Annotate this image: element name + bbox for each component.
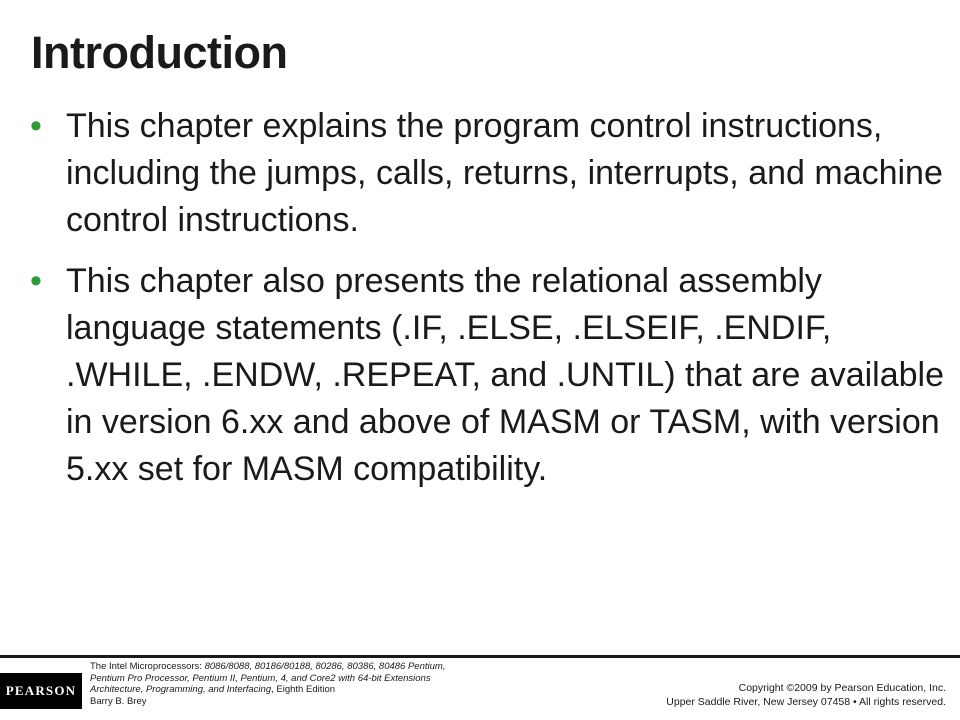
book-line-3: [90, 684, 530, 696]
bullet-text: This chapter explains the program control instructions, including the jumps, calls, returns, interrupts, and machine control instructions.: [66, 107, 943, 239]
bullet-item: [30, 103, 955, 244]
book-line-2: Pentium Pro Processor, Pentium II, Pentium, 4, and Core2 with 64-bit Extensions: [90, 672, 431, 684]
bullet-dot-icon: •: [30, 107, 42, 145]
bullet-list: [30, 103, 955, 507]
copyright-notice: [666, 681, 946, 709]
book-subject-part: Architecture, Programming, and Interfacing: [90, 684, 272, 695]
book-line-1: [90, 661, 530, 673]
bullet-item: [30, 258, 955, 493]
footer-divider: [0, 655, 960, 658]
copyright-line-1: Copyright ©2009 by Pearson Education, Inc.: [738, 682, 946, 694]
book-author: Barry B. Brey: [90, 695, 147, 707]
slide-title: Introduction: [31, 27, 288, 78]
book-title-part: The Intel Microprocessors:: [90, 661, 205, 672]
book-subtitle-part: 8086/8088, 80186/80188, 80286, 80386, 80486 Pentium,: [204, 661, 446, 672]
book-citation: [90, 661, 530, 707]
bullet-dot-icon: •: [30, 262, 42, 300]
bullet-text: This chapter also presents the relational assembly language statements (.IF, .ELSE, .ELSEIF, .ENDIF, .WHILE, .ENDW, .REPEAT, and .UNTIL) that are available in version 6.xx and above of MASM or TASM, with version 5.xx set for MASM compatibility.: [66, 262, 945, 488]
pearson-logo-text: PEARSON: [5, 683, 77, 698]
pearson-logo: [0, 673, 82, 709]
book-edition: , Eighth Edition: [271, 684, 336, 695]
copyright-line-2: Upper Saddle River, New Jersey 07458 • All rights reserved.: [666, 696, 946, 708]
slide-footer: [0, 655, 960, 720]
